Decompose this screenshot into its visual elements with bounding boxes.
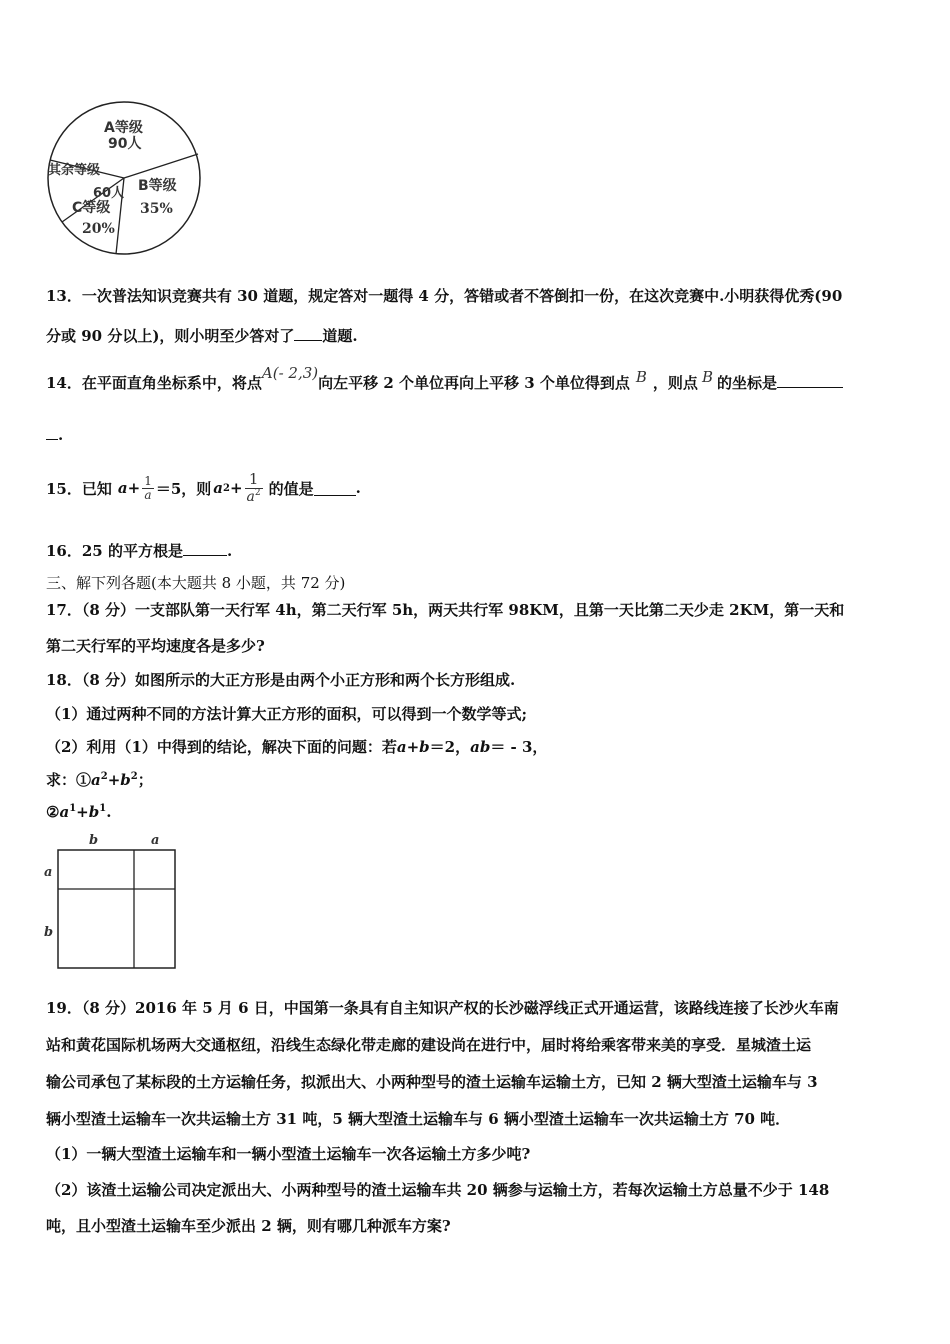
q15-frac1-num: 1	[144, 473, 152, 488]
q16-line	[46, 540, 232, 561]
q13-answer-blank	[294, 325, 322, 341]
q18-line5-b: b	[88, 803, 100, 821]
q18-line5-pre: ②	[46, 803, 60, 821]
q18-line3	[46, 736, 547, 757]
q15-pre: 15．已知	[46, 479, 112, 498]
q18-line4-a: a	[91, 771, 101, 789]
q15-frac1-den: a	[144, 487, 152, 502]
q15-var-a2: a	[213, 479, 223, 497]
q18-line4-b: b	[120, 771, 131, 789]
q18-line5-a: a	[59, 803, 70, 821]
q18-line5-s2: 1	[99, 803, 107, 814]
q15-eq: ＝5，则	[155, 479, 212, 498]
q19-line7: 吨，且小型渣土运输车至少派出 2 辆，则有哪几种派车方案?	[46, 1217, 451, 1235]
q14-cont: .	[58, 426, 64, 444]
big-square	[58, 850, 175, 968]
q15-sq: 2	[223, 482, 230, 494]
q19-line2: 站和黄花国际机场两大交通枢纽，沿线生态绿化带走廊的建设尚在进行中，届时将给乘客带来美的享受．星城渣土运	[46, 1036, 812, 1054]
q15-plus2: +	[229, 479, 243, 497]
q18-line3-post: ＝ - 3，	[490, 738, 548, 756]
q13-line2-post: 道题.	[322, 327, 358, 345]
q17-line2: 第二天行军的平均速度各是多少?	[46, 637, 265, 655]
q19-line3: 输公司承包了某标段的土方运输任务，拟派出大、小两种型号的渣土运输车运输土方，已知 2 辆大型渣土运输车与 3	[46, 1073, 818, 1091]
q14-mid: 向左平移 2 个单位再向上平移 3 个单位得到点	[318, 374, 630, 392]
q13-line1: 13．一次普法知识竞赛共有 30 道题，规定答对一题得 4 分，答错或者不答倒扣一份，在这次竞赛中.小明获得优秀(90	[46, 287, 843, 305]
q14-point-a: A(- 2,3)	[261, 364, 319, 382]
q18-line4-sq2: 2	[130, 771, 138, 782]
q14-answer-blank	[777, 372, 843, 388]
q14-point-b: B	[635, 368, 647, 386]
pie-chart-figure	[44, 98, 204, 258]
q17-line1: 17．（8 分）一支部队第一天行军 4h，第二天行军 5h，两天共行军 98KM，且第一天比第二天少走 2KM，第一天和	[46, 601, 845, 619]
pie-label-other: 其余等级	[48, 163, 101, 178]
q19-line1: 19．（8 分）2016 年 5 月 6 日，中国第一条具有自主知识产权的长沙磁浮线正式开通运营，该路线连接了长沙火车南	[46, 999, 839, 1017]
q18-line5-end: .	[106, 803, 112, 821]
square-label-left-b: b	[44, 925, 54, 940]
q18-line5-plus: +	[76, 803, 89, 821]
q14-post: 的坐标是	[716, 374, 777, 392]
pie-label-b: B等级	[138, 178, 177, 194]
pie-divider-a-b	[124, 154, 198, 178]
q18-line2: （1）通过两种不同的方法计算大正方形的面积，可以得到一个数学等式;	[46, 705, 527, 723]
q18-line4-sq1: 2	[100, 771, 108, 782]
square-label-top-b: b	[89, 833, 99, 848]
pie-chart	[48, 102, 200, 254]
q19-line5: （1）一辆大型渣土运输车和一辆小型渣土运输车一次各运输土方多少吨?	[46, 1145, 531, 1163]
q16-pre: 16．25 的平方根是	[46, 542, 183, 560]
q15-post: 的值是	[268, 479, 314, 498]
q15-end: .	[355, 479, 361, 497]
q15-frac2-den: a	[246, 488, 255, 505]
q15-plus1: +	[127, 479, 141, 497]
q14-answer-blank-cont	[46, 424, 58, 440]
q18-line3-pre: （2）利用（1）中得到的结论，解决下面的问题：若	[46, 738, 397, 756]
pie-count-a: 90人	[108, 136, 142, 152]
q14-pre: 14．在平面直角坐标系中，将点	[46, 374, 262, 392]
pie-count-other: 60人	[93, 186, 125, 201]
q13-line2-pre: 分或 90 分以上)，则小明至少答对了	[46, 327, 295, 345]
q18-line4-end: ；	[137, 771, 153, 789]
q18-expr-ab: ab	[470, 738, 491, 756]
q14-continuation	[46, 424, 63, 444]
q13-line2	[46, 325, 358, 346]
q14-point-b2: B	[701, 368, 713, 386]
q15-line	[46, 458, 361, 518]
pie-pct-b: 35%	[140, 201, 173, 217]
q16-end: .	[226, 542, 233, 560]
pie-pct-c: 20%	[82, 221, 115, 237]
pie-label-c: C等级	[72, 200, 111, 216]
square-figure	[40, 830, 190, 975]
q15-answer-blank	[314, 481, 356, 496]
pie-label-a: A等级	[104, 120, 143, 136]
q15-frac2-num: 1	[248, 469, 259, 488]
section-3-heading: 三、解下列各题(本大题共 8 小题，共 72 分)	[46, 574, 346, 592]
q19-line6: （2）该渣土运输公司决定派出大、小两种型号的渣土运输车共 20 辆参与运输土方，若每次运输土方总量不少于 148	[46, 1181, 830, 1199]
q18-line4	[46, 769, 153, 790]
square-label-left-a: a	[44, 865, 53, 880]
q14-mid2: ，则点	[652, 374, 698, 392]
q14-line	[46, 364, 843, 393]
q18-line4-plus: +	[107, 771, 121, 789]
q15-frac2-sq: 2	[254, 487, 261, 498]
q18-line5-s1: 1	[69, 803, 77, 814]
q19-line4: 辆小型渣土运输车一次共运输土方 31 吨，5 辆大型渣土运输车与 6 辆小型渣土运输车一次共运输土方 70 吨．	[46, 1110, 791, 1128]
q18-line4-pre: 求：①	[46, 771, 92, 789]
q15-frac2-den-wrap	[245, 489, 263, 505]
q18-line1: 18．（8 分）如图所示的大正方形是由两个小正方形和两个长方形组成.	[46, 671, 516, 689]
q15-fraction-2	[245, 469, 263, 505]
q15-var-a: a	[117, 479, 128, 497]
q18-expr-a-plus-b: a+b	[396, 738, 430, 756]
square-label-top-a: a	[151, 833, 160, 848]
q18-line5	[46, 803, 111, 821]
q15-fraction-1	[142, 475, 154, 501]
q16-answer-blank	[183, 540, 227, 556]
q18-line3-mid: ＝2，	[429, 738, 471, 756]
